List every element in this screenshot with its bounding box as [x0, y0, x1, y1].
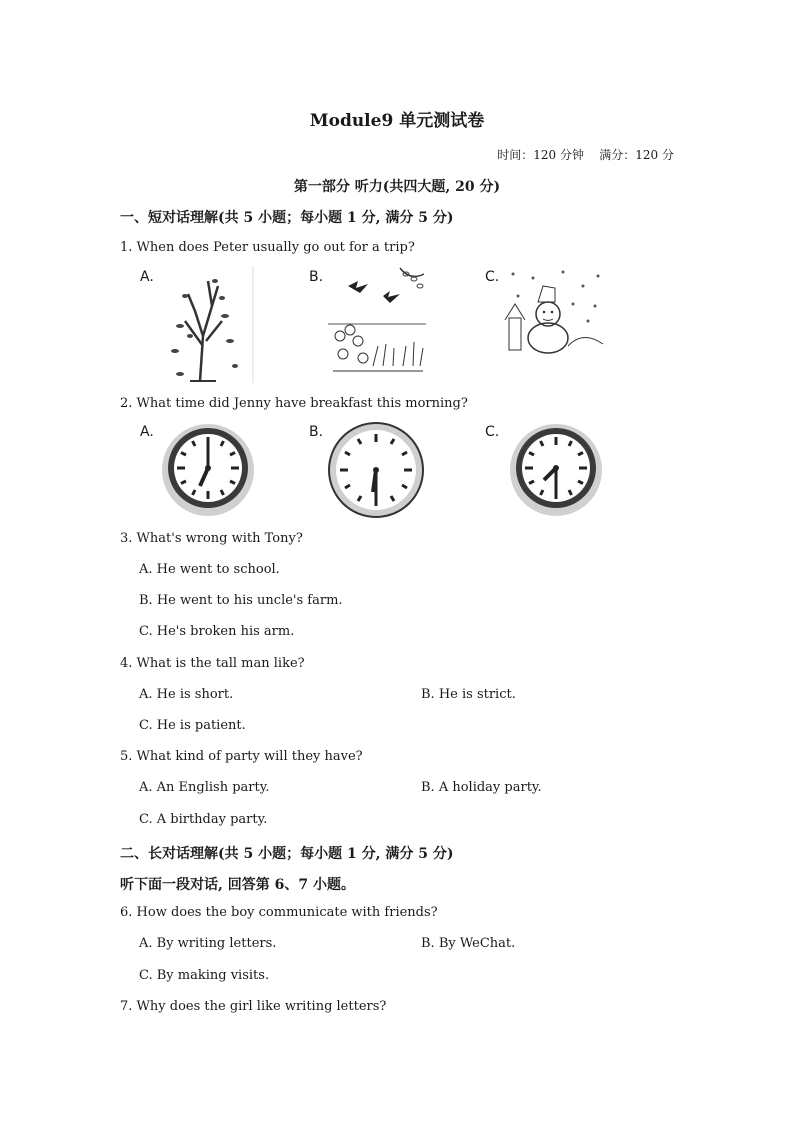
part-one-title: 第一部分 听力(共四大题, 20 分)	[293, 179, 501, 195]
q3-option-a: A. He went to school.	[139, 562, 280, 577]
clock-icon	[158, 420, 258, 520]
section-two-instruction: 听下面一段对话, 回答第 6、7 小题。	[120, 877, 355, 893]
section-two-title: 二、长对话理解(共 5 小题；每小题 1 分, 满分 5 分)	[120, 846, 454, 862]
q3-option-b: B. He went to his uncle's farm.	[139, 593, 343, 608]
q2-label-a: A.	[140, 424, 154, 440]
full-score: 满分：120 分	[599, 148, 674, 162]
q4-option-c: C. He is patient.	[139, 718, 246, 733]
question-5: 5. What kind of party will they have?	[120, 749, 363, 764]
question-4: 4. What is the tall man like?	[120, 656, 305, 671]
q6-option-a: A. By writing letters.	[139, 936, 277, 951]
q6-option-c: C. By making visits.	[139, 968, 270, 983]
tree-autumn-icon	[160, 266, 255, 383]
question-2: 2. What time did Jenny have breakfast this morning?	[120, 396, 468, 411]
snowman-winter-icon	[503, 266, 605, 356]
exam-meta	[497, 146, 674, 163]
question-3: 3. What's wrong with Tony?	[120, 531, 303, 546]
q1-label-c: C.	[485, 269, 500, 285]
q1-label-a: A.	[140, 269, 154, 285]
clock-icon	[506, 420, 606, 520]
q2-label-c: C.	[485, 424, 500, 440]
q5-option-b: B. A holiday party.	[421, 780, 542, 795]
q4-option-b: B. He is strict.	[421, 687, 516, 702]
q1-label-b: B.	[309, 269, 324, 285]
q5-option-a: A. An English party.	[139, 780, 270, 795]
q4-option-a: A. He is short.	[139, 687, 234, 702]
question-1: 1. When does Peter usually go out for a trip?	[120, 240, 415, 255]
q3-option-c: C. He's broken his arm.	[139, 624, 295, 639]
section-one-title: 一、短对话理解(共 5 小题；每小题 1 分, 满分 5 分)	[120, 210, 454, 226]
page-title: Module9 单元测试卷	[309, 111, 485, 131]
clock-icon	[326, 420, 426, 520]
birds-spring-icon	[328, 266, 426, 378]
q5-option-c: C. A birthday party.	[139, 812, 268, 827]
q2-label-b: B.	[309, 424, 324, 440]
question-6: 6. How does the boy communicate with friends?	[120, 905, 438, 920]
q6-option-b: B. By WeChat.	[421, 936, 516, 951]
question-7: 7. Why does the girl like writing letters?	[120, 999, 387, 1014]
time-limit: 时间：120 分钟	[497, 148, 584, 162]
